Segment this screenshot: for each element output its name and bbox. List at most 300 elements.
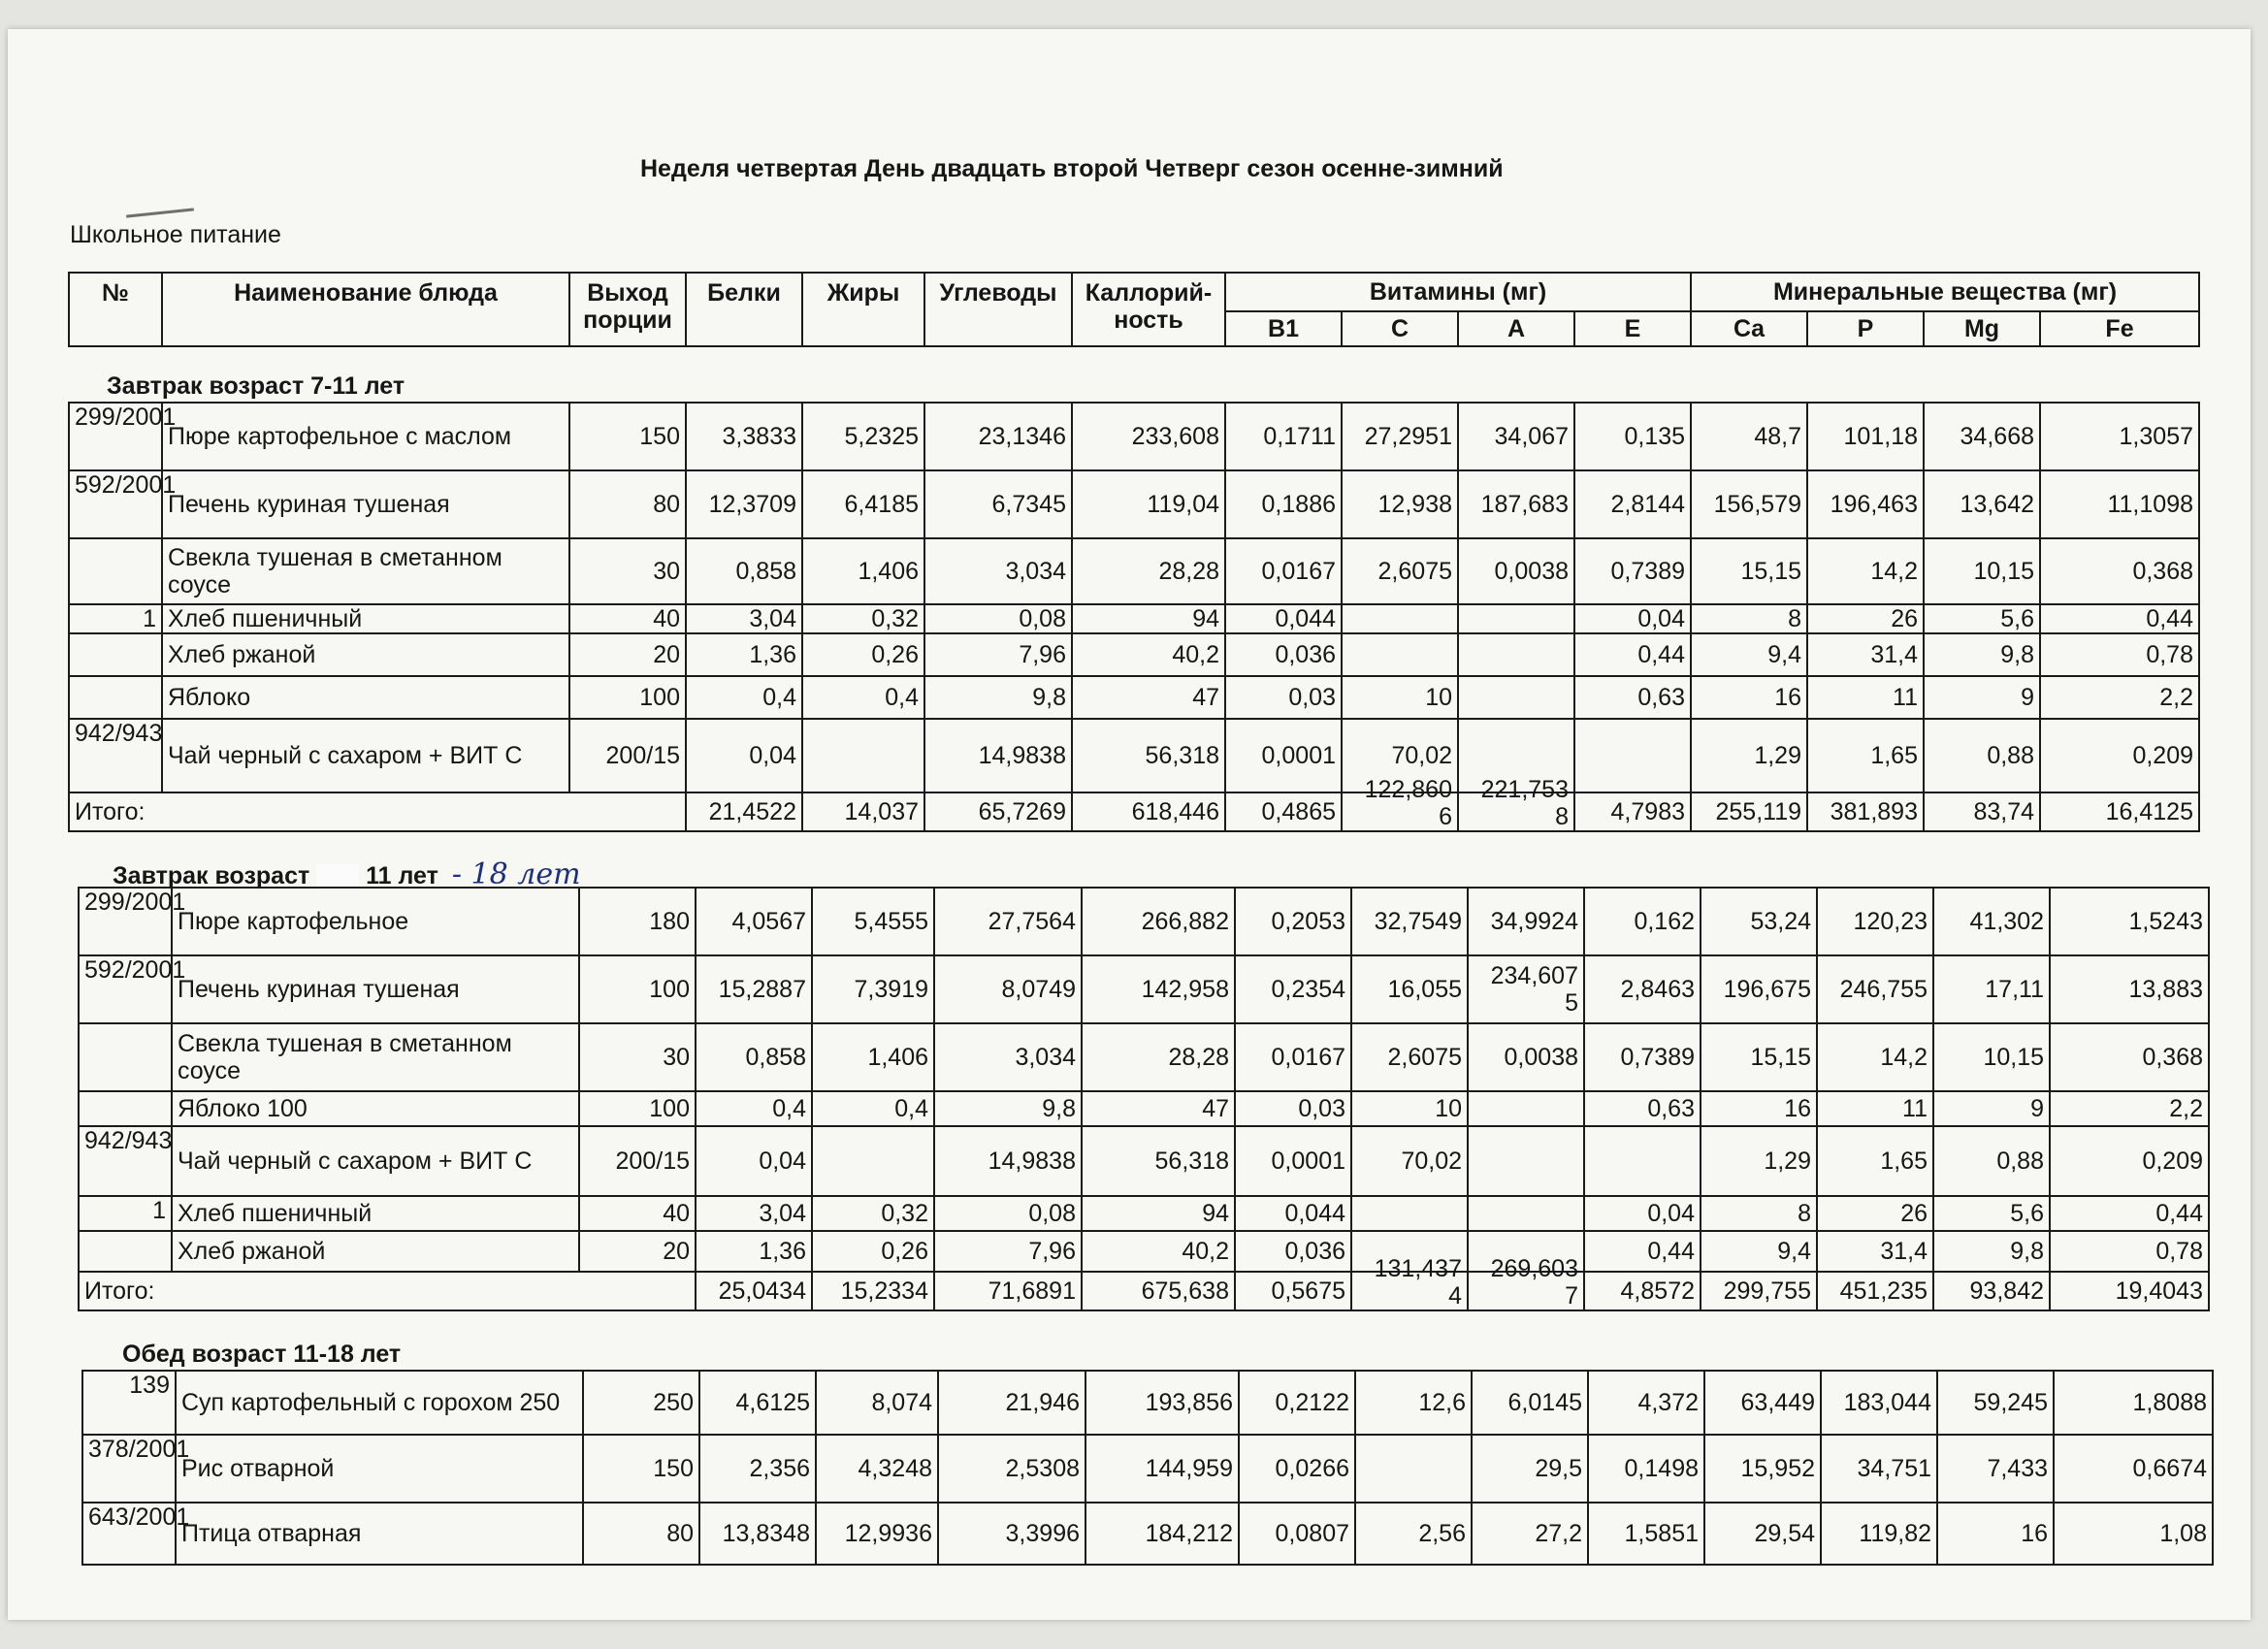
- dish-code: [69, 676, 162, 719]
- cell-mg: 9,8: [1924, 633, 2040, 676]
- cell-kcal: 184,212: [1085, 1503, 1239, 1565]
- cell-protein: 0,4: [696, 1091, 812, 1126]
- total-b1: 0,5675: [1235, 1272, 1351, 1310]
- cell-b1: 0,0167: [1225, 538, 1342, 604]
- cell-fat: 5,4555: [812, 888, 934, 955]
- dish-name: Свекла тушеная в сметанном соусе: [172, 1023, 579, 1091]
- document-subtitle: Школьное питание: [70, 221, 281, 248]
- total-protein: 25,0434: [696, 1272, 812, 1310]
- cell-e: 0,63: [1574, 676, 1691, 719]
- total-e: 4,8572: [1584, 1272, 1701, 1310]
- dish-name: Хлеб пшеничный: [162, 604, 569, 633]
- total-p: 451,235: [1817, 1272, 1933, 1310]
- cell-fe: 1,08: [2054, 1503, 2213, 1565]
- table-row: [69, 633, 2199, 676]
- cell-fe: 0,44: [2040, 604, 2199, 633]
- cell-ca: 15,952: [1704, 1435, 1821, 1503]
- cell-ca: 16: [1701, 1091, 1817, 1126]
- cell-carbs: 7,96: [924, 633, 1072, 676]
- total-ca: 299,755: [1701, 1272, 1817, 1310]
- cell-b1: 0,0167: [1235, 1023, 1351, 1091]
- cell-e: 1,5851: [1588, 1503, 1704, 1565]
- cell-mg: 0,88: [1933, 1126, 2050, 1196]
- cell-kcal: 119,04: [1072, 470, 1225, 538]
- cell-ca: 156,579: [1691, 470, 1807, 538]
- cell-carbs: 6,7345: [924, 470, 1072, 538]
- total-carbs: 65,7269: [924, 792, 1072, 831]
- cell-mg: 34,668: [1924, 403, 2040, 470]
- cell-e: 0,44: [1584, 1231, 1701, 1272]
- cell-ca: 48,7: [1691, 403, 1807, 470]
- cell-p: 246,755: [1817, 955, 1933, 1023]
- total-fat: 15,2334: [812, 1272, 934, 1310]
- cell-mg: 13,642: [1924, 470, 2040, 538]
- dish-name: Яблоко 100: [172, 1091, 579, 1126]
- cell-b1: 0,1711: [1225, 403, 1342, 470]
- cell-kcal: 144,959: [1085, 1435, 1239, 1503]
- cell-carbs: 21,946: [938, 1371, 1085, 1435]
- cell-portion: 100: [579, 1091, 696, 1126]
- cell-a: 34,067: [1458, 403, 1574, 470]
- cell-c: 2,6075: [1351, 1023, 1468, 1091]
- cell-fat: 0,32: [812, 1196, 934, 1231]
- cell-fe: 0,209: [2050, 1126, 2209, 1196]
- cell-e: 0,135: [1574, 403, 1691, 470]
- total-fe: 16,4125: [2040, 792, 2199, 831]
- cell-kcal: 94: [1082, 1196, 1235, 1231]
- section-table-breakfast-7-11: [68, 402, 2200, 832]
- cell-carbs: 23,1346: [924, 403, 1072, 470]
- cell-fe: 0,6674: [2054, 1435, 2213, 1503]
- cell-fe: 0,78: [2040, 633, 2199, 676]
- dish-code: [69, 538, 162, 604]
- section-label-tail: 11 лет: [366, 862, 438, 889]
- total-b1: 0,4865: [1225, 792, 1342, 831]
- table-row: [79, 1126, 2209, 1196]
- cell-p: 31,4: [1817, 1231, 1933, 1272]
- cell-a: 6,0145: [1472, 1371, 1588, 1435]
- document-title: Неделя четвертая День двадцать второй Четверг сезон осенне-зимний: [640, 155, 1504, 182]
- cell-c: 2,6075: [1342, 538, 1458, 604]
- cell-fe: 13,883: [2050, 955, 2209, 1023]
- cell-a: [1468, 1126, 1584, 1196]
- cell-portion: 100: [579, 955, 696, 1023]
- cell-a: 0,0038: [1468, 1023, 1584, 1091]
- cell-p: 183,044: [1821, 1371, 1937, 1435]
- total-c: [1342, 776, 1458, 831]
- table-row: [82, 1503, 2213, 1565]
- total-fe: 19,4043: [2050, 1272, 2209, 1310]
- cell-c: 27,2951: [1342, 403, 1458, 470]
- table-row: [82, 1371, 2213, 1435]
- cell-c: 10: [1342, 676, 1458, 719]
- cell-e: 0,7389: [1574, 538, 1691, 604]
- cell-protein: 0,04: [686, 719, 802, 792]
- cell-ca: 53,24: [1701, 888, 1817, 955]
- cell-b1: 0,2354: [1235, 955, 1351, 1023]
- cell-carbs: 9,8: [934, 1091, 1082, 1126]
- cell-kcal: 94: [1072, 604, 1225, 633]
- cell-e: 0,04: [1584, 1196, 1701, 1231]
- cell-portion: 20: [569, 633, 686, 676]
- cell-carbs: 8,0749: [934, 955, 1082, 1023]
- dish-code: 378/2001: [82, 1435, 176, 1503]
- cell-e: 2,8463: [1584, 955, 1701, 1023]
- cell-c: 16,055: [1351, 955, 1468, 1023]
- total-mg: 83,74: [1924, 792, 2040, 831]
- cell-portion: 250: [583, 1371, 699, 1435]
- cell-carbs: 27,7564: [934, 888, 1082, 955]
- cell-c: 2,56: [1355, 1503, 1472, 1565]
- cell-carbs: 0,08: [924, 604, 1072, 633]
- cell-portion: 40: [569, 604, 686, 633]
- cell-a: [1458, 633, 1574, 676]
- cell-kcal: 266,882: [1082, 888, 1235, 955]
- col-header-carbs: Углеводы: [924, 273, 1072, 346]
- total-value: 269,603 7: [1490, 1255, 1578, 1310]
- cell-mg: 5,6: [1933, 1196, 2050, 1231]
- cell-portion: 80: [583, 1503, 699, 1565]
- cell-kcal: 193,856: [1085, 1371, 1239, 1435]
- cell-ca: 196,675: [1701, 955, 1817, 1023]
- cell-c: [1351, 1196, 1468, 1231]
- cell-b1: 0,036: [1235, 1231, 1351, 1272]
- cell-fe: 11,1098: [2040, 470, 2199, 538]
- cell-protein: 2,356: [699, 1435, 816, 1503]
- cell-fat: 0,32: [802, 604, 924, 633]
- col-header-e: E: [1574, 311, 1691, 346]
- cell-fe: 0,368: [2040, 538, 2199, 604]
- cell-protein: 0,04: [696, 1126, 812, 1196]
- cell-ca: 1,29: [1701, 1126, 1817, 1196]
- cell-fe: 1,8088: [2054, 1371, 2213, 1435]
- cell-portion: 200/15: [569, 719, 686, 792]
- cell-protein: 4,0567: [696, 888, 812, 955]
- cell-e: [1584, 1126, 1701, 1196]
- cell-protein: 3,04: [696, 1196, 812, 1231]
- cell-a: [1468, 1091, 1584, 1126]
- cell-mg: 7,433: [1937, 1435, 2054, 1503]
- section-label-text: Завтрак возраст: [113, 862, 310, 889]
- cell-p: 120,23: [1817, 888, 1933, 955]
- cell-kcal: 40,2: [1082, 1231, 1235, 1272]
- cell-e: 0,63: [1584, 1091, 1701, 1126]
- total-kcal: 675,638: [1082, 1272, 1235, 1310]
- cell-fat: 0,26: [812, 1231, 934, 1272]
- col-header-mg: Mg: [1924, 311, 2040, 346]
- table-row: [69, 719, 2199, 792]
- cell-fat: [812, 1126, 934, 1196]
- cell-p: 101,18: [1807, 403, 1924, 470]
- table-row: [82, 1435, 2213, 1503]
- table-row: [69, 470, 2199, 538]
- cell-carbs: 3,034: [934, 1023, 1082, 1091]
- cell-fe: 2,2: [2040, 676, 2199, 719]
- cell-kcal: 142,958: [1082, 955, 1235, 1023]
- cell-fat: 0,26: [802, 633, 924, 676]
- cell-protein: 0,858: [686, 538, 802, 604]
- cell-fe: 0,44: [2050, 1196, 2209, 1231]
- cell-protein: 1,36: [686, 633, 802, 676]
- dish-code: 1: [79, 1196, 172, 1231]
- total-row: [69, 792, 2199, 831]
- cell-protein: 3,3833: [686, 403, 802, 470]
- cell-fat: 5,2325: [802, 403, 924, 470]
- cell-portion: 80: [569, 470, 686, 538]
- handwritten-note: - 18 лет: [451, 857, 581, 891]
- cell-mg: 5,6: [1924, 604, 2040, 633]
- dish-code: [79, 1023, 172, 1091]
- col-header-vitamins: Витамины (мг): [1225, 273, 1691, 311]
- cell-p: 26: [1807, 604, 1924, 633]
- cell-kcal: 28,28: [1082, 1023, 1235, 1091]
- table-row: [79, 1023, 2209, 1091]
- cell-p: 31,4: [1807, 633, 1924, 676]
- cell-p: 1,65: [1817, 1126, 1933, 1196]
- cell-b1: 0,0001: [1235, 1126, 1351, 1196]
- cell-c: 32,7549: [1351, 888, 1468, 955]
- total-carbs: 71,6891: [934, 1272, 1082, 1310]
- dish-name: Птица отварная: [176, 1503, 583, 1565]
- cell-p: 11: [1807, 676, 1924, 719]
- total-mg: 93,842: [1933, 1272, 2050, 1310]
- cell-fat: 1,406: [802, 538, 924, 604]
- cell-c: 70,02: [1351, 1126, 1468, 1196]
- cell-a: 0,0038: [1458, 538, 1574, 604]
- cell-mg: 59,245: [1937, 1371, 2054, 1435]
- total-row: [79, 1272, 2209, 1310]
- dish-code: 299/2001: [79, 888, 172, 955]
- dish-code: [79, 1231, 172, 1272]
- cell-fe: 1,3057: [2040, 403, 2199, 470]
- col-header-ca: Ca: [1691, 311, 1807, 346]
- cell-ca: 8: [1701, 1196, 1817, 1231]
- cell-b1: 0,0807: [1239, 1503, 1355, 1565]
- cell-carbs: 2,5308: [938, 1435, 1085, 1503]
- cell-portion: 40: [579, 1196, 696, 1231]
- dish-name: Чай черный с сахаром + ВИТ С: [172, 1126, 579, 1196]
- cell-kcal: 28,28: [1072, 538, 1225, 604]
- cell-b1: 0,2053: [1235, 888, 1351, 955]
- cell-e: 2,8144: [1574, 470, 1691, 538]
- cell-ca: 63,449: [1704, 1371, 1821, 1435]
- cell-b1: 0,044: [1225, 604, 1342, 633]
- col-header-fe: Fe: [2040, 311, 2199, 346]
- dish-name: Пюре картофельное: [172, 888, 579, 955]
- cell-mg: 10,15: [1924, 538, 2040, 604]
- table-row: [69, 676, 2199, 719]
- cell-p: 14,2: [1807, 538, 1924, 604]
- col-header-name: Наименование блюда: [162, 273, 569, 346]
- table-row: [79, 888, 2209, 955]
- dish-code: [69, 633, 162, 676]
- cell-c: [1342, 633, 1458, 676]
- cell-mg: 16: [1937, 1503, 2054, 1565]
- cell-b1: 0,044: [1235, 1196, 1351, 1231]
- dish-code: 643/2001: [82, 1503, 176, 1565]
- cell-fe: 0,368: [2050, 1023, 2209, 1091]
- total-value: 221,753 8: [1480, 776, 1569, 830]
- dish-code: 942/943: [79, 1126, 172, 1196]
- cell-a: 27,2: [1472, 1503, 1588, 1565]
- table-row: [79, 1231, 2209, 1272]
- cell-p: 196,463: [1807, 470, 1924, 538]
- cell-e: 0,44: [1574, 633, 1691, 676]
- cell-b1: 0,036: [1225, 633, 1342, 676]
- cell-c: 10: [1351, 1091, 1468, 1126]
- cell-b1: 0,2122: [1239, 1371, 1355, 1435]
- cell-mg: 9: [1933, 1091, 2050, 1126]
- cell-kcal: 47: [1072, 676, 1225, 719]
- cell-a: 29,5: [1472, 1435, 1588, 1503]
- cell-carbs: 9,8: [924, 676, 1072, 719]
- cell-protein: 1,36: [696, 1231, 812, 1272]
- cell-fat: 0,4: [812, 1091, 934, 1126]
- cell-fat: 4,3248: [816, 1435, 938, 1503]
- total-fat: 14,037: [802, 792, 924, 831]
- dish-code: 1: [69, 604, 162, 633]
- cell-b1: 0,0266: [1239, 1435, 1355, 1503]
- dish-name: Хлеб ржаной: [172, 1231, 579, 1272]
- cell-ca: 16: [1691, 676, 1807, 719]
- dish-name: Рис отварной: [176, 1435, 583, 1503]
- cell-portion: 30: [569, 538, 686, 604]
- total-a: [1468, 1255, 1584, 1310]
- cell-fe: 2,2: [2050, 1091, 2209, 1126]
- cell-b1: 0,1886: [1225, 470, 1342, 538]
- cell-ca: 1,29: [1691, 719, 1807, 792]
- cell-portion: 100: [569, 676, 686, 719]
- cell-fe: 0,78: [2050, 1231, 2209, 1272]
- cell-c: 12,938: [1342, 470, 1458, 538]
- cell-fat: 12,9936: [816, 1503, 938, 1565]
- cell-fat: 7,3919: [812, 955, 934, 1023]
- section-table-breakfast-11-18: [78, 887, 2210, 1311]
- cell-portion: 200/15: [579, 1126, 696, 1196]
- cell-mg: 9: [1924, 676, 2040, 719]
- cell-kcal: 56,318: [1072, 719, 1225, 792]
- cell-ca: 15,15: [1691, 538, 1807, 604]
- col-header-p: P: [1807, 311, 1924, 346]
- section-label-breakfast-7-11: Завтрак возраст 7-11 лет: [107, 372, 405, 400]
- table-row: [79, 1091, 2209, 1126]
- cell-carbs: 14,9838: [924, 719, 1072, 792]
- cell-a: 234,607 5: [1468, 955, 1584, 1023]
- cell-c: 12,6: [1355, 1371, 1472, 1435]
- cell-portion: 20: [579, 1231, 696, 1272]
- table-row: [79, 1196, 2209, 1231]
- section-label-lunch-11-18: Обед возраст 11-18 лет: [122, 1341, 402, 1368]
- section-table-lunch-11-18: [81, 1370, 2214, 1566]
- cell-mg: 0,88: [1924, 719, 2040, 792]
- cell-e: 0,04: [1574, 604, 1691, 633]
- total-e: 4,7983: [1574, 792, 1691, 831]
- dish-name: Суп картофельный с горохом 250: [176, 1371, 583, 1435]
- col-header-protein: Белки: [686, 273, 802, 346]
- cell-b1: 0,0001: [1225, 719, 1342, 792]
- dish-code: 139: [82, 1371, 176, 1435]
- total-a: [1458, 776, 1574, 831]
- cell-protein: 4,6125: [699, 1371, 816, 1435]
- col-header-c: C: [1342, 311, 1458, 346]
- cell-ca: 9,4: [1701, 1231, 1817, 1272]
- col-header-a: A: [1458, 311, 1574, 346]
- cell-carbs: 0,08: [934, 1196, 1082, 1231]
- cell-e: 0,162: [1584, 888, 1701, 955]
- table-row: [69, 538, 2199, 604]
- cell-portion: 150: [583, 1435, 699, 1503]
- cell-carbs: 14,9838: [934, 1126, 1082, 1196]
- cell-fe: 1,5243: [2050, 888, 2209, 955]
- cell-p: 14,2: [1817, 1023, 1933, 1091]
- cell-kcal: 47: [1082, 1091, 1235, 1126]
- cell-ca: 29,54: [1704, 1503, 1821, 1565]
- cell-fat: 0,4: [802, 676, 924, 719]
- cell-mg: 9,8: [1933, 1231, 2050, 1272]
- table-row: [69, 403, 2199, 470]
- cell-a: 34,9924: [1468, 888, 1584, 955]
- cell-protein: 15,2887: [696, 955, 812, 1023]
- total-c: [1351, 1255, 1468, 1310]
- cell-c: [1355, 1435, 1472, 1503]
- cell-fat: 8,074: [816, 1371, 938, 1435]
- dish-code: 299/2001: [69, 403, 162, 470]
- cell-mg: 10,15: [1933, 1023, 2050, 1091]
- dish-name: Хлеб ржаной: [162, 633, 569, 676]
- dish-code: 592/2001: [69, 470, 162, 538]
- cell-kcal: 56,318: [1082, 1126, 1235, 1196]
- total-value: 122,860 6: [1364, 776, 1452, 830]
- col-header-portion: Выход порции: [569, 273, 686, 346]
- cell-kcal: 40,2: [1072, 633, 1225, 676]
- total-kcal: 618,446: [1072, 792, 1225, 831]
- total-protein: 21,4522: [686, 792, 802, 831]
- dish-name: Пюре картофельное с маслом: [162, 403, 569, 470]
- cell-ca: 15,15: [1701, 1023, 1817, 1091]
- cell-mg: 41,302: [1933, 888, 2050, 955]
- cell-protein: 13,8348: [699, 1503, 816, 1565]
- total-value: 131,437 4: [1374, 1255, 1462, 1310]
- cell-a: [1468, 1196, 1584, 1231]
- total-label: Итого:: [79, 1272, 696, 1310]
- cell-portion: 30: [579, 1023, 696, 1091]
- cell-mg: 17,11: [1933, 955, 2050, 1023]
- col-header-minerals: Минеральные вещества (мг): [1691, 273, 2199, 311]
- cell-b1: 0,03: [1235, 1091, 1351, 1126]
- dish-code: 942/943: [69, 719, 162, 792]
- cell-e: 0,7389: [1584, 1023, 1701, 1091]
- dish-name: Печень куриная тушеная: [172, 955, 579, 1023]
- cell-fat: [802, 719, 924, 792]
- dish-code: 592/2001: [79, 955, 172, 1023]
- cell-c: 70,02: [1342, 719, 1458, 792]
- dish-name: Яблоко: [162, 676, 569, 719]
- col-header-fat: Жиры: [802, 273, 924, 346]
- total-ca: 255,119: [1691, 792, 1807, 831]
- header-table: [68, 272, 2200, 347]
- cell-a: [1458, 604, 1574, 633]
- col-header-b1: B1: [1225, 311, 1342, 346]
- cell-p: 1,65: [1807, 719, 1924, 792]
- col-header-no: №: [69, 273, 162, 346]
- cell-e: [1574, 719, 1691, 792]
- cell-fe: 0,209: [2040, 719, 2199, 792]
- cell-b1: 0,03: [1225, 676, 1342, 719]
- table-row: [79, 955, 2209, 1023]
- cell-e: 0,1498: [1588, 1435, 1704, 1503]
- col-header-calories: Каллорий-ность: [1072, 273, 1225, 346]
- cell-kcal: 233,608: [1072, 403, 1225, 470]
